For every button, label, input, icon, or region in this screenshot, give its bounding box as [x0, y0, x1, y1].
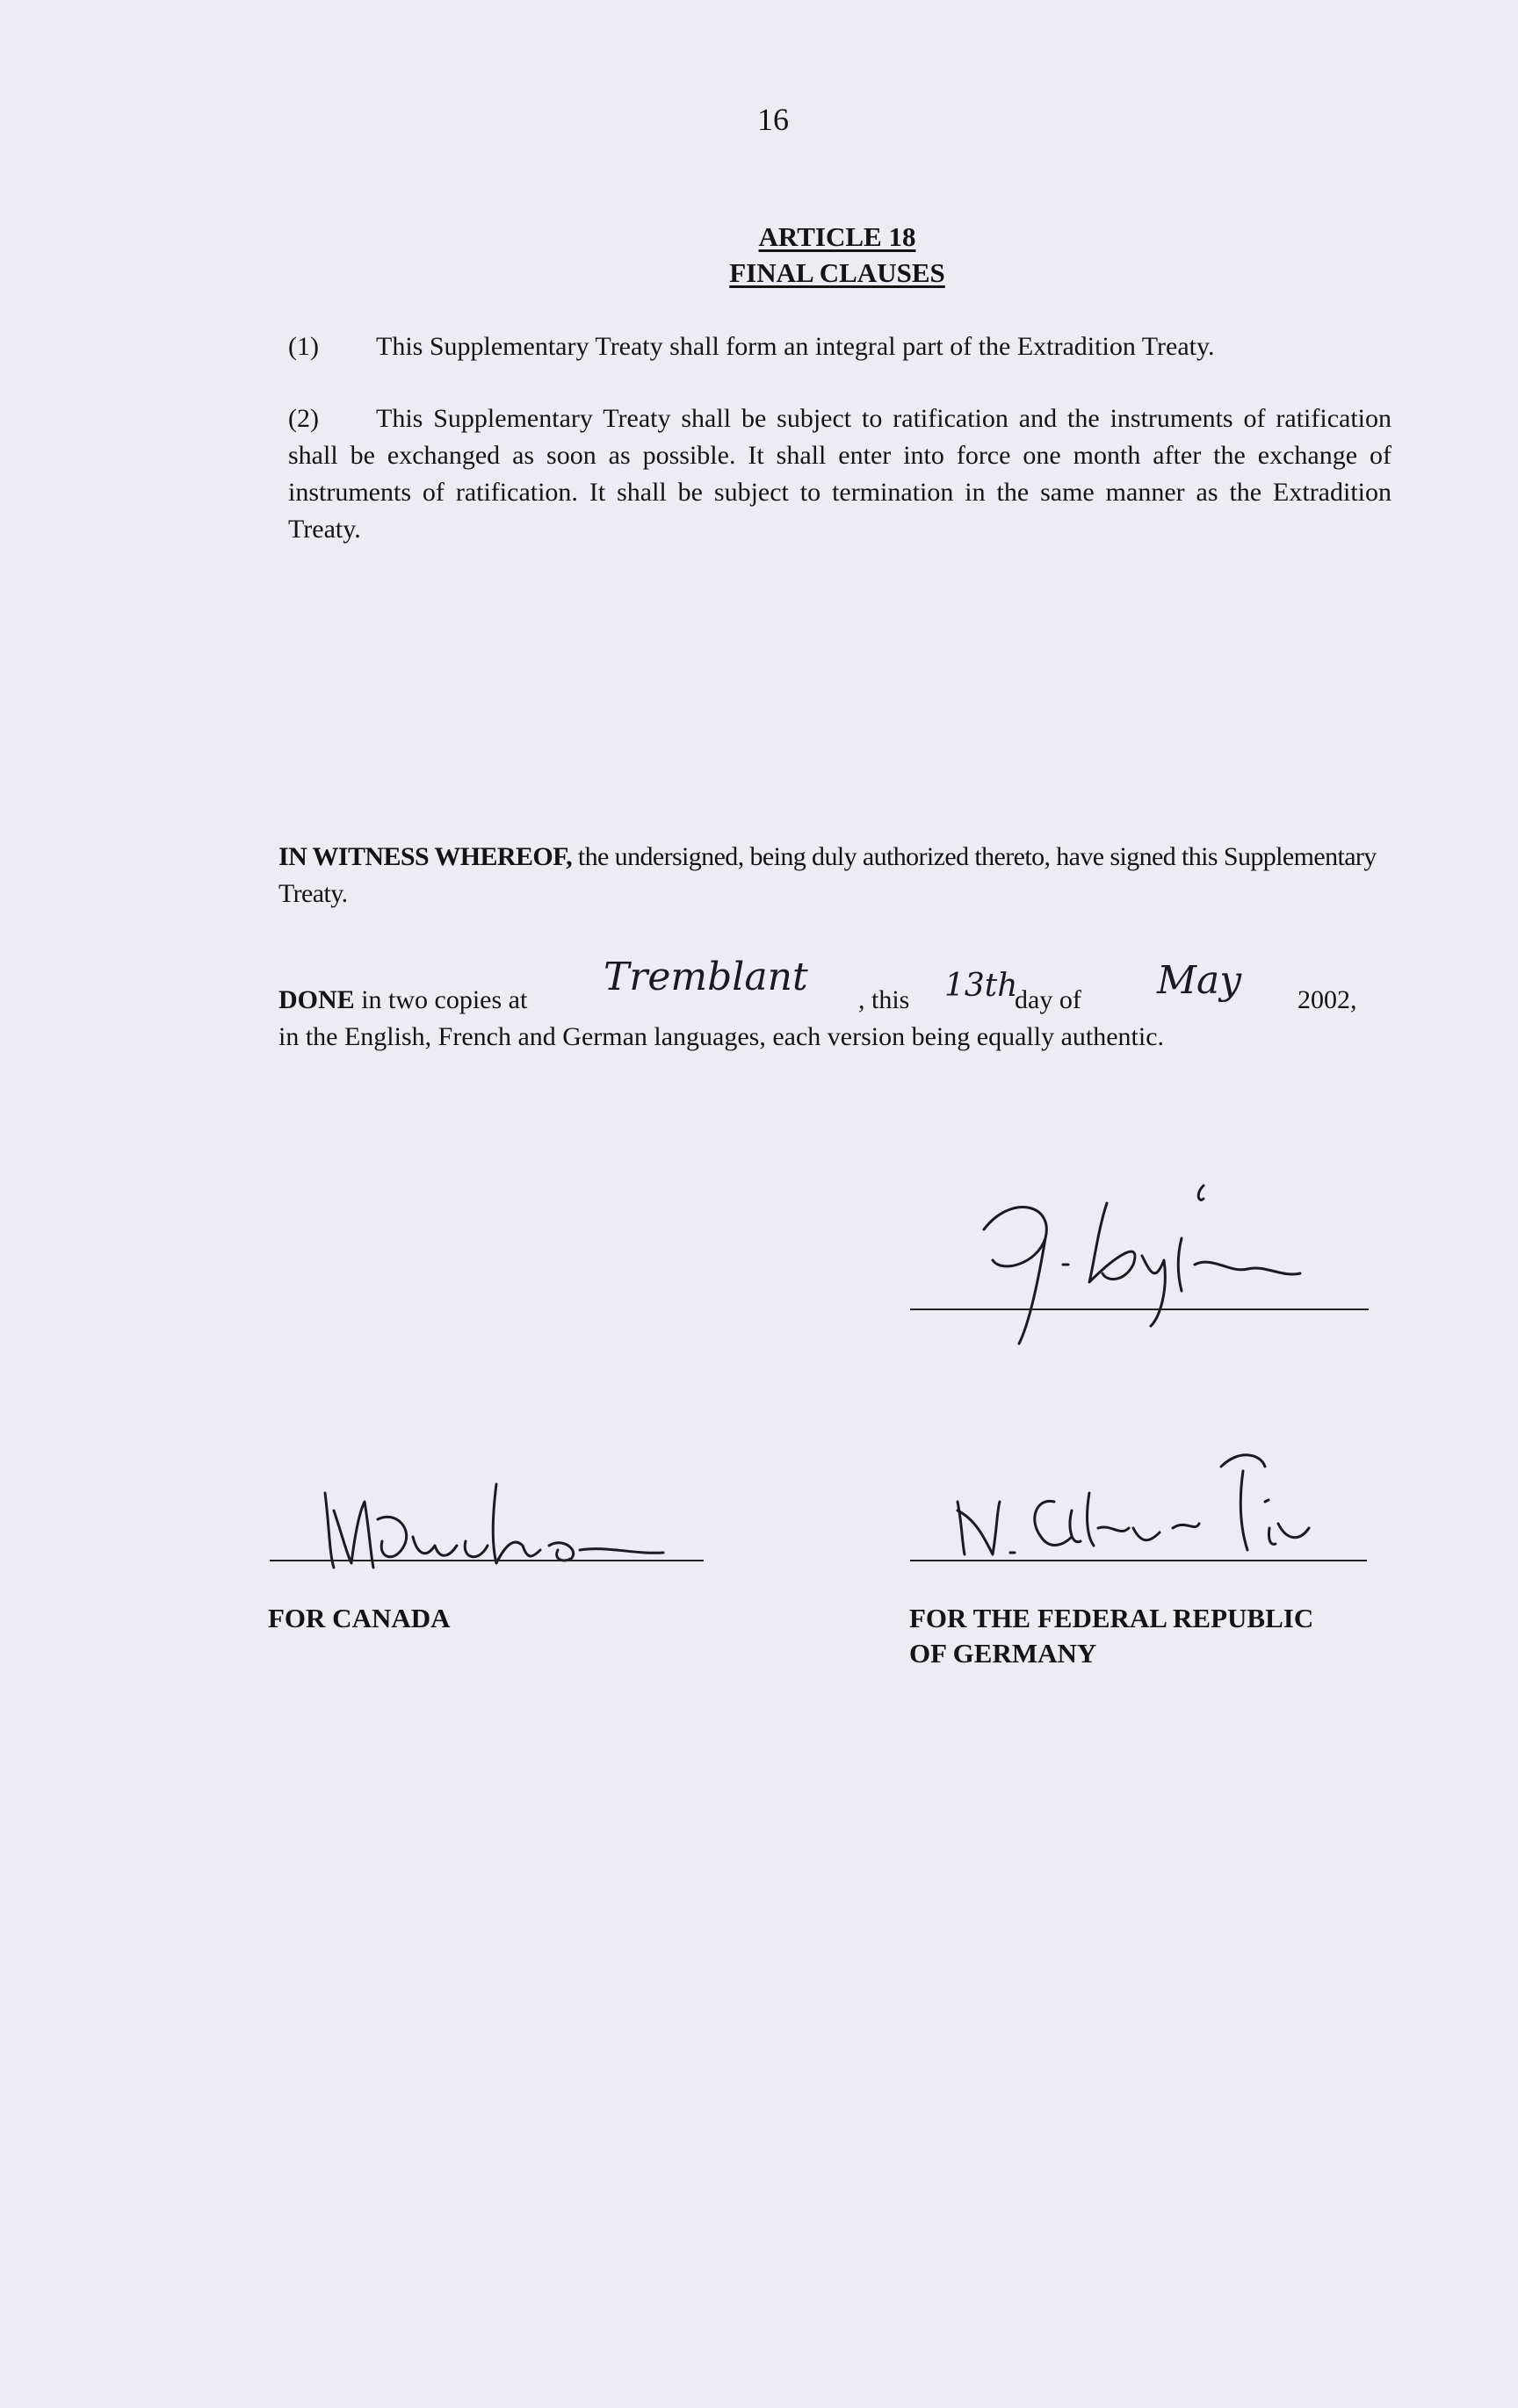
done-lead: DONE — [278, 985, 355, 1014]
paragraph-text: This Supplementary Treaty shall form an integral part of the Extradition Treaty. — [376, 332, 1215, 361]
paragraph-1 — [288, 328, 1392, 365]
witness-clause — [278, 839, 1391, 912]
signature-line-germany-2 — [910, 1560, 1367, 1561]
paragraph-number: (2) — [288, 404, 319, 433]
done-text-3: day of — [1015, 985, 1081, 1014]
signature-line-germany-1 — [910, 1309, 1369, 1310]
paragraph-number: (1) — [288, 332, 319, 361]
party-germany — [909, 1601, 1313, 1671]
done-clause — [278, 955, 1403, 1056]
article-number: ARTICLE 18 — [758, 221, 916, 252]
signature-germany-2 — [931, 1440, 1335, 1563]
page-number: 16 — [757, 102, 789, 137]
witness-text: the undersigned, being duly authorized thereto, have signed this Supplementary Treaty. — [278, 842, 1377, 908]
done-text-1: in two copies at — [354, 985, 528, 1014]
done-text-2: , this — [858, 985, 910, 1014]
witness-lead: IN WITNESS WHEREOF, — [278, 842, 573, 871]
paragraph-2 — [288, 400, 1392, 548]
handwritten-day: 13th — [944, 968, 1018, 1004]
handwritten-place: Tremblant — [604, 955, 808, 999]
signature-line-canada — [270, 1560, 704, 1561]
done-line-1 — [278, 955, 1403, 1019]
done-year: 2002, — [1298, 985, 1357, 1014]
done-line-2: in the English, French and German languages, each version being equally authentic. — [278, 1022, 1165, 1051]
party-canada: FOR CANADA — [268, 1603, 451, 1633]
party-germany-line-2: OF GERMANY — [909, 1638, 1097, 1669]
paragraph-text: This Supplementary Treaty shall be subject to ratification and the instruments of ratification shall be exchanged as soon as possible. It shall enter into force one month after the exchange of instruments of ratification. It shall be subject to termination in the same manner as the Extradition Treaty. — [288, 404, 1392, 544]
signature-canada — [316, 1475, 703, 1581]
signature-germany-1 — [931, 1177, 1335, 1352]
handwritten-month: May — [1157, 958, 1242, 1003]
party-germany-line-1: FOR THE FEDERAL REPUBLIC — [909, 1603, 1314, 1633]
article-title: FINAL CLAUSES — [729, 257, 945, 288]
